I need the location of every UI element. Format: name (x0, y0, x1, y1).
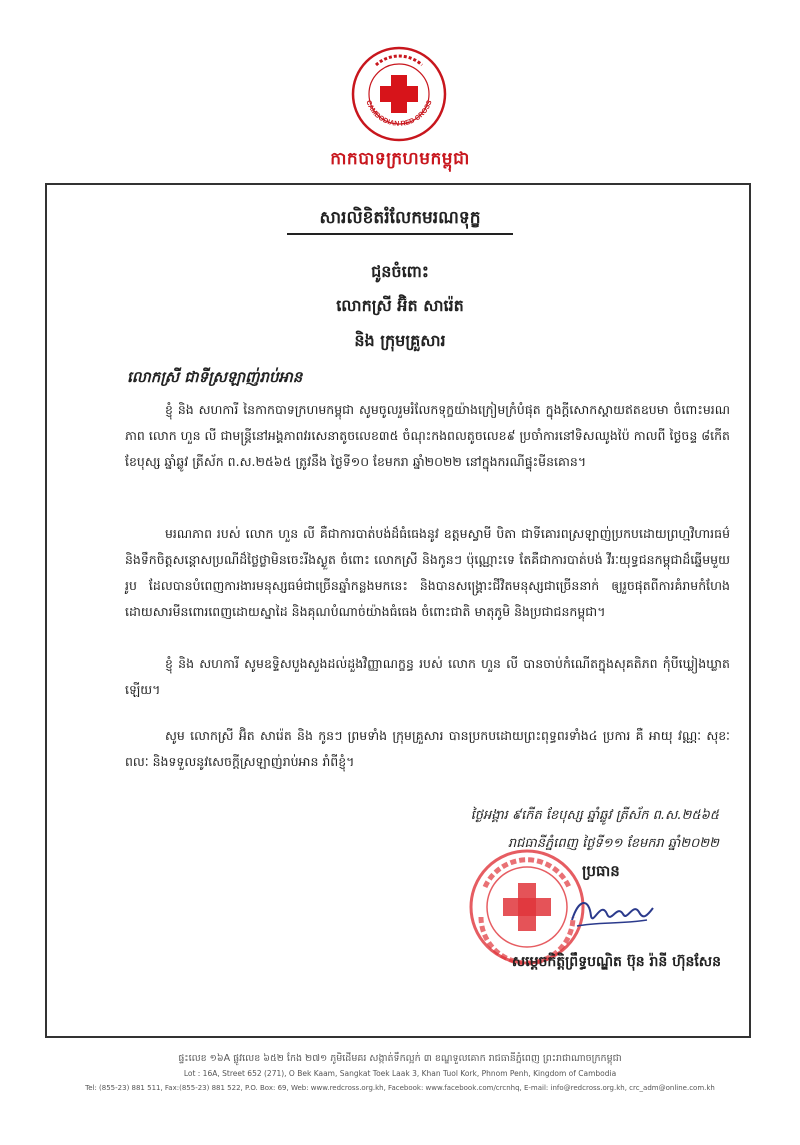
footer-address-english: Lot : 16A, Street 652 (271), O Bek Kaam, Sangkat Toek Laak 3, Khan Tuol Kork, Phnom Penh, Kingdom of Cambodia (183, 1069, 617, 1078)
paragraph-2: មរណភាព របស់ លោក ហួន លី គឺជាការបាត់បង់ដ៏ធំធេងនូវ ឧត្តមស្វាមី បិតា ជាទីគោរពស្រឡាញ់ប្រកបដោយព្រហ្មវិហារធម៌ និងទឹកចិត្តសន្តោសប្រណីដ៏ថ្លៃថ្លាមិនចេះរីងស្ងួត ចំពោះ លោកស្រី និងកូនៗ ប៉ុណ្ណោះទេ តែគឺជាការបាត់បង់ វីរៈយុទ្ធជនកម្ពុជាដ៏ឆ្នើមមួយរូប ដែលបានបំពេញការងារមនុស្សធម៌ជាច្រើនឆ្នាំកន្លងមកនេះ និងបានសង្គ្រោះជីវិតមនុស្សជាច្រើននាក់ ឲ្យរួចផុតពីការគំរាមកំហែងដោយសារមីនពោរពេញដោយស្នាដៃ និងគុណបំណាច់យ៉ាងធំធេង ចំពោះជាតិ មាតុភូមិ និងប្រជាជនកម្ពុជា។ (125, 526, 730, 619)
handwritten-signature (567, 890, 657, 935)
red-cross-logo (350, 45, 448, 143)
president-label: ប្រធាន (582, 862, 620, 880)
footer-contact-info: Tel: (855-23) 881 511, Fax:(855-23) 881 522, P.O. Box: 69, Web: www.redcross.org.kh, Facebook: www.facebook.com/crcnhq, E-mail: info@redcross.org.kh, crc_adm@online.com.kh (85, 1084, 715, 1092)
paragraph-4: សូម លោកស្រី អ៊ិត សារ៉េត និង កូនៗ ព្រមទាំង ក្រុមគ្រួសារ បានប្រកបដោយព្រះពុទ្ធពរទាំង៤ ប្រការ គឺ អាយុ វណ្ណៈ សុខៈ ពលៈ និងទទួលនូវសេចក្តីស្រឡាញ់រាប់អាន រាំពីខ្ញុំ។ (125, 728, 730, 769)
paragraph-3: ខ្ញុំ និង សហការី សូមឧទ្ទិសបួងសួងដល់ដួងវិញ្ញាណក្ខន្ធ របស់ លោក ហួន លី បានចាប់កំណើតក្នុងសុគតិភព កុំបីឃ្លៀងឃ្លាតឡើយ។ (125, 656, 730, 697)
paragraph-1: ខ្ញុំ និង សហការី នៃកាកបាទក្រហមកម្ពុជា សូមចូលរួមរំលែកទុក្ខយ៉ាងក្រៀមក្រំបំផុត ក្នុងក្តីសោកស្តាយឥតឧបមា ចំពោះមរណភាព លោក ហួន លី ជាមន្ត្រីនៅអង្គភាពវរសេនាតូចលេខ៣៥ ចំណុះកងពលតូចលេខ៩ ប្រចាំការនៅទិសឈូងប៉ៃ កាលពី ថ្ងៃចន្ទ ៨កើត ខែបុស្ស ឆ្នាំឆ្លូវ ត្រីស័ក ព.ស.២៥៦៥ ត្រូវនឹង ថ្ងៃទី១០ ខែមករា ឆ្នាំ២០២២ នៅក្នុងករណីផ្ទុះមីនគោន។ (125, 402, 730, 469)
letter-title: សារលិខិតរំលែកមរណទុក្ខ (319, 208, 481, 228)
place-and-date: រាជធានីភ្នំពេញ ថ្ងៃទី១១ ខែមករា ឆ្នាំ២០២២ (507, 836, 719, 851)
footer-address-khmer: ផ្ទះលេខ ១៦A ផ្លូវលេខ ៦៥២ កែង ២៧១ ភូមិដើមគរ សង្កាត់ទឹកល្អក់ ៣ ខណ្ឌទួលគោក រាជធានីភ្នំពេញ ព្រះរាជាណាចក្រកម្ពុជា (178, 1053, 622, 1064)
title-underline (287, 233, 513, 235)
letter-frame (45, 183, 751, 1038)
recipient-line-2: លោកស្រី អ៊ិត សារ៉េត (336, 296, 464, 315)
recipient-line-3: និង ក្រុមគ្រួសារ (354, 331, 446, 350)
salutation: លោកស្រី ជាទីស្រឡាញ់រាប់អាន (127, 368, 303, 386)
signatory-name: សម្តេចកិត្តិព្រឹទ្ធបណ្ឌិត ប៊ុន រ៉ានី ហ៊ុនសែន (511, 954, 721, 970)
organization-name: កាកបាទក្រហមកម្ពុជា (330, 149, 470, 169)
recipient-line-1: ជូនចំពោះ (371, 262, 429, 281)
svg-text:CAMBODIAN RED CROSS: CAMBODIAN RED CROSS (364, 99, 434, 128)
lunar-date: ថ្ងៃអង្គារ ៩កើត ខែបុស្ស ឆ្នាំឆ្លូវ ត្រីស័ក ព.ស.២៥៦៥ (470, 808, 719, 823)
